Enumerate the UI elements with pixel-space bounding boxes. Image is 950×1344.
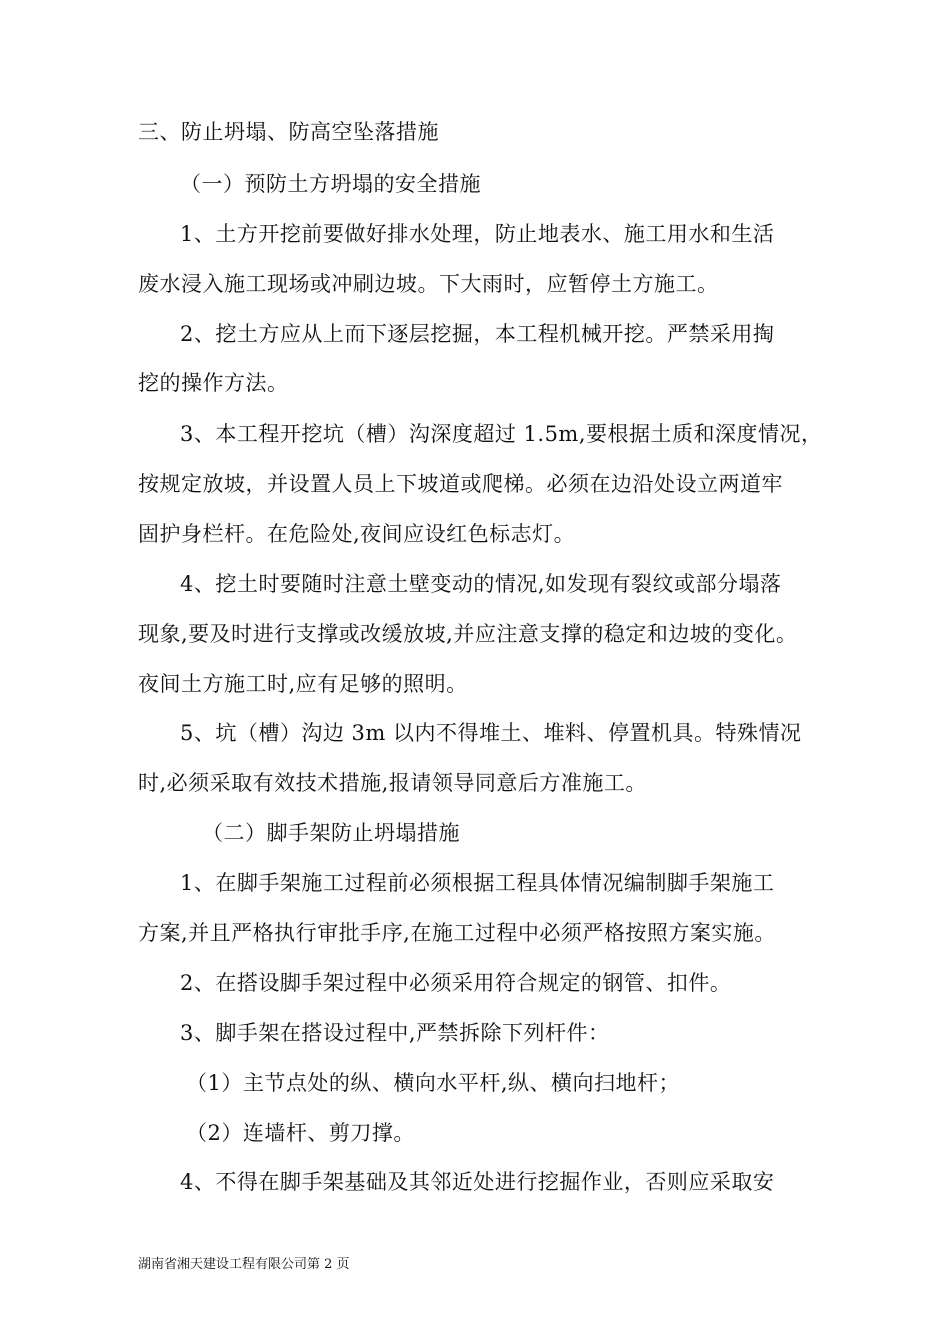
paragraph-2-line-1: 2、挖土方应从上而下逐层挖掘，本工程机械开挖。严禁采用掏 [180,322,775,346]
page-footer: 湖南省湘天建设工程有限公司第 2 页 [138,1257,350,1272]
paragraph-1-line-2: 废水浸入施工现场或冲刷边坡。下大雨时，应暂停土方施工。 [138,272,719,296]
scaffold-paragraph-3: 3、脚手架在搭设过程中,严禁拆除下列杆件： [180,1021,610,1045]
scaffold-subitem-2: （2）连墙杆、剪刀撑。 [186,1121,415,1145]
paragraph-2-line-2: 挖的操作方法。 [138,371,289,395]
paragraph-1-line-1: 1、土方开挖前要做好排水处理，防止地表水、施工用水和生活 [180,222,775,246]
paragraph-4-line-2: 现象,要及时进行支撑或改缓放坡,并应注意支撑的稳定和边坡的变化。 [138,622,798,646]
scaffold-paragraph-1-line-1: 1、在脚手架施工过程前必须根据工程具体情况编制脚手架施工 [180,871,775,895]
paragraph-4-line-3: 夜间土方施工时,应有足够的照明。 [138,672,468,696]
scaffold-paragraph-4-line-1: 4、不得在脚手架基础及其邻近处进行挖掘作业，否则应采取安 [180,1170,775,1194]
paragraph-3-line-2: 按规定放坡，并设置人员上下坡道或爬梯。必须在边沿处设立两道牢 [138,472,783,496]
paragraph-4-line-1: 4、挖土时要随时注意土壁变动的情况,如发现有裂纹或部分塌落 [180,572,782,596]
paragraph-3-line-3: 固护身栏杆。在危险处,夜间应设红色标志灯。 [138,522,576,546]
subsection-title-1: （一）预防土方坍塌的安全措施 [180,172,481,196]
scaffold-subitem-1: （1）主节点处的纵、横向水平杆,纵、横向扫地杆； [186,1071,681,1095]
paragraph-5-line-1: 5、坑（槽）沟边 3m 以内不得堆土、堆料、停置机具。特殊情况 [180,721,802,745]
section-heading: 三、防止坍塌、防高空坠落措施 [138,120,439,144]
paragraph-5-line-2: 时,必须采取有效技术措施,报请领导同意后方准施工。 [138,771,647,795]
subsection-title-2: （二）脚手架防止坍塌措施 [202,821,460,845]
scaffold-paragraph-2: 2、在搭设脚手架过程中必须采用符合规定的钢管、扣件。 [180,971,732,995]
scaffold-paragraph-1-line-2: 方案,并且严格执行审批手序,在施工过程中必须严格按照方案实施。 [138,921,776,945]
paragraph-3-line-1: 3、本工程开挖坑（槽）沟深度超过 1.5m,要根据土质和深度情况， [180,422,823,446]
